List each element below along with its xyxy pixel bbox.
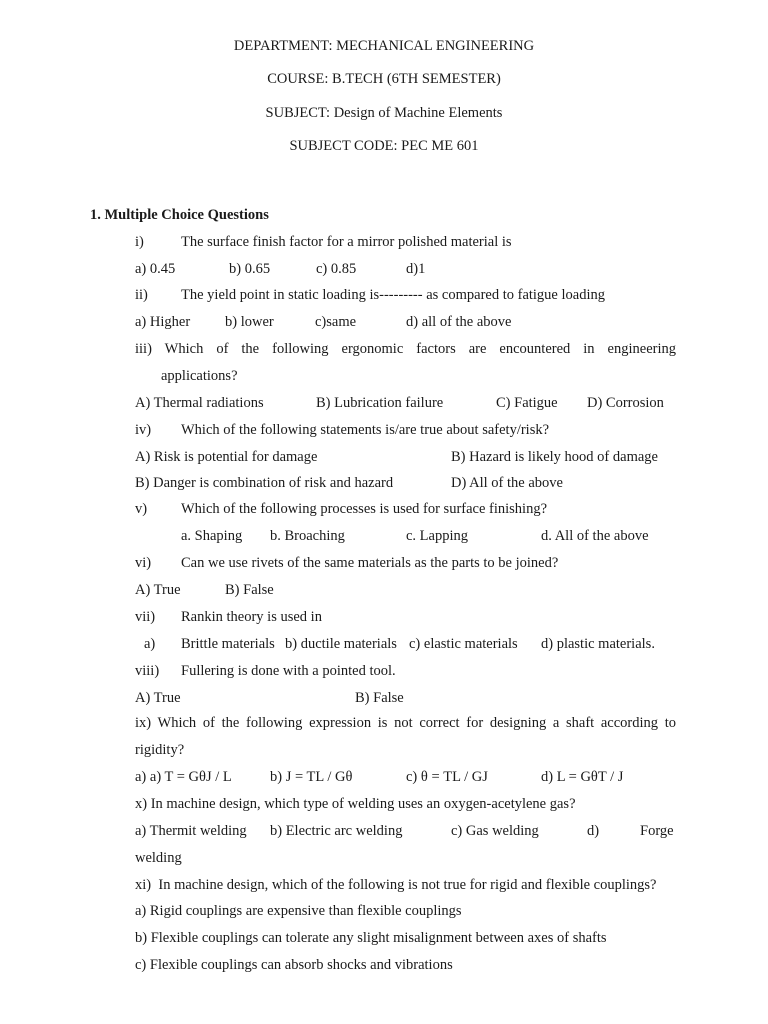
option: d. All of the above xyxy=(541,528,649,544)
option: d) plastic materials. xyxy=(541,636,655,652)
option: c) Flexible couplings can absorb shocks and vibrations xyxy=(135,957,453,973)
question-text: Fullering is done with a pointed tool. xyxy=(181,663,396,679)
section-title: 1. Multiple Choice Questions xyxy=(90,207,269,223)
question-text: The surface finish factor for a mirror polished material is xyxy=(181,234,512,250)
question-text-line: In machine design, which of the following is not true for rigid and flexible couplings? xyxy=(158,877,657,893)
question-text-line: Which of the following ergonomic factors are encountered in engineering xyxy=(164,341,676,357)
option: D) Corrosion xyxy=(587,395,664,411)
option: a) 0.45 xyxy=(135,261,176,277)
option: b) J = TL / Gθ xyxy=(270,769,353,785)
option: d) xyxy=(587,823,600,839)
question-text xyxy=(135,714,676,732)
question-number: viii) xyxy=(135,663,160,679)
option: b) Flexible couplings can tolerate any slight misalignment between axes of shafts xyxy=(135,930,607,946)
option: a. Shaping xyxy=(181,528,243,544)
question-number: ix) xyxy=(135,715,152,731)
option: B) Hazard is likely hood of damage xyxy=(451,449,658,465)
question-text: Rankin theory is used in xyxy=(181,609,322,625)
course-heading: COURSE: B.TECH (6TH SEMESTER) xyxy=(267,71,501,87)
option: a) Thermit welding xyxy=(135,823,247,839)
option: c) θ = TL / GJ xyxy=(406,769,488,785)
question-number: ii) xyxy=(135,287,148,303)
question-text: The yield point in static loading is--------- as compared to fatigue loading xyxy=(181,287,605,303)
option: a) Higher xyxy=(135,314,191,330)
option: c)same xyxy=(315,314,357,330)
option: B) Danger is combination of risk and hazard xyxy=(135,475,394,491)
question-number: i) xyxy=(135,234,144,250)
option: D) All of the above xyxy=(451,475,563,491)
option: A) True xyxy=(135,582,181,598)
option: c. Lapping xyxy=(406,528,469,544)
option: b) lower xyxy=(225,314,274,330)
option: c) elastic materials xyxy=(409,636,518,652)
option: C) Fatigue xyxy=(496,395,558,411)
subject-heading: SUBJECT: Design of Machine Elements xyxy=(265,105,503,121)
question-text xyxy=(135,795,576,813)
option: c) 0.85 xyxy=(316,261,357,277)
option: b) 0.65 xyxy=(229,261,271,277)
option: A) Thermal radiations xyxy=(135,395,264,411)
question-text xyxy=(135,340,676,358)
question-text xyxy=(135,876,656,894)
option: b. Broaching xyxy=(270,528,345,544)
option: a) Rigid couplings are expensive than flexible couplings xyxy=(135,903,462,919)
option: B) False xyxy=(355,690,404,706)
option-continued: welding xyxy=(135,850,182,866)
question-number: vii) xyxy=(135,609,156,625)
department-heading: DEPARTMENT: MECHANICAL ENGINEERING xyxy=(233,38,535,54)
option: c) Gas welding xyxy=(451,823,539,839)
option: d) L = GθT / J xyxy=(541,769,624,785)
question-text-line: In machine design, which type of welding uses an oxygen-acetylene gas? xyxy=(150,796,576,812)
option: A) True xyxy=(135,690,181,706)
option: Forge xyxy=(640,823,674,839)
question-number: iii) xyxy=(135,341,152,357)
question-text: Which of the following processes is used for surface finishing? xyxy=(181,501,548,517)
option-prefix: a) xyxy=(144,636,156,652)
question-number: iv) xyxy=(135,422,152,438)
option: B) False xyxy=(225,582,274,598)
option: b) ductile materials xyxy=(285,636,397,652)
question-number: vi) xyxy=(135,555,152,571)
question-text-line: Which of the following expression is not correct for designing a shaft according to xyxy=(157,715,676,731)
question-text-continued: rigidity? xyxy=(135,742,185,758)
option: a) a) T = GθJ / L xyxy=(135,769,232,785)
question-number: v) xyxy=(135,501,148,517)
option: B) Lubrication failure xyxy=(316,395,444,411)
option: A) Risk is potential for damage xyxy=(135,449,318,465)
question-text: Which of the following statements is/are true about safety/risk? xyxy=(181,422,550,438)
question-text-continued: applications? xyxy=(161,368,238,384)
question-number: xi) xyxy=(135,877,152,893)
option: Brittle materials xyxy=(181,636,275,652)
subject-code-heading: SUBJECT CODE: PEC ME 601 xyxy=(289,138,479,154)
option: d)1 xyxy=(406,261,426,277)
question-text: Can we use rivets of the same materials as the parts to be joined? xyxy=(181,555,559,571)
option: d) all of the above xyxy=(406,314,512,330)
question-number: x) xyxy=(135,796,148,812)
option: b) Electric arc welding xyxy=(270,823,403,839)
